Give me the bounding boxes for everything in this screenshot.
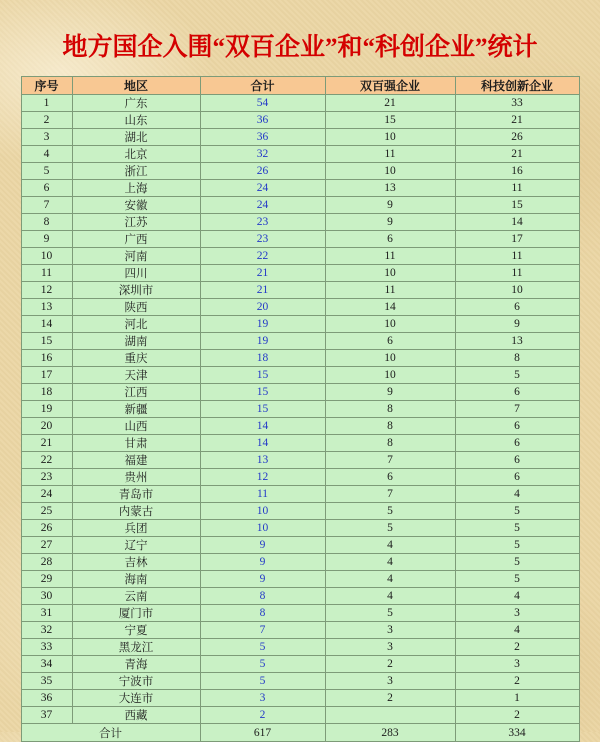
cell-region: 山东 xyxy=(72,112,200,129)
cell-region: 西藏 xyxy=(72,707,200,724)
cell-shuangbai: 9 xyxy=(325,214,455,231)
cell-kechuang: 21 xyxy=(455,146,579,163)
cell-kechuang: 17 xyxy=(455,231,579,248)
table-row xyxy=(21,537,579,554)
cell-shuangbai: 5 xyxy=(325,503,455,520)
cell-total: 36 xyxy=(200,129,325,146)
cell-shuangbai: 4 xyxy=(325,571,455,588)
cell-region: 湖北 xyxy=(72,129,200,146)
cell-region: 四川 xyxy=(72,265,200,282)
cell-region: 海南 xyxy=(72,571,200,588)
cell-shuangbai: 21 xyxy=(325,95,455,112)
column-header: 科技创新企业 xyxy=(455,77,579,95)
cell-kechuang: 5 xyxy=(455,520,579,537)
cell-total: 9 xyxy=(200,554,325,571)
cell-kechuang: 2 xyxy=(455,673,579,690)
cell-kechuang: 11 xyxy=(455,180,579,197)
cell-shuangbai: 15 xyxy=(325,112,455,129)
cell-total: 23 xyxy=(200,214,325,231)
cell-shuangbai: 10 xyxy=(325,316,455,333)
table-row xyxy=(21,503,579,520)
cell-kechuang: 3 xyxy=(455,656,579,673)
cell-total: 24 xyxy=(200,180,325,197)
cell-index: 19 xyxy=(21,401,72,418)
table-row xyxy=(21,656,579,673)
cell-shuangbai: 5 xyxy=(325,520,455,537)
table-row xyxy=(21,435,579,452)
table-row xyxy=(21,673,579,690)
table-row xyxy=(21,367,579,384)
cell-index: 18 xyxy=(21,384,72,401)
table-row xyxy=(21,248,579,265)
cell-kechuang: 14 xyxy=(455,214,579,231)
cell-shuangbai xyxy=(325,707,455,724)
cell-index: 16 xyxy=(21,350,72,367)
cell-shuangbai: 6 xyxy=(325,469,455,486)
table-row xyxy=(21,690,579,707)
table-row xyxy=(21,418,579,435)
cell-shuangbai: 10 xyxy=(325,367,455,384)
cell-total: 14 xyxy=(200,418,325,435)
cell-region: 山西 xyxy=(72,418,200,435)
cell-kechuang: 3 xyxy=(455,605,579,622)
cell-total: 19 xyxy=(200,333,325,350)
cell-kechuang: 5 xyxy=(455,367,579,384)
cell-shuangbai: 4 xyxy=(325,554,455,571)
cell-total: 21 xyxy=(200,265,325,282)
cell-total: 9 xyxy=(200,571,325,588)
cell-index: 33 xyxy=(21,639,72,656)
total-sum: 617 xyxy=(200,724,325,742)
table-total-row xyxy=(21,724,579,742)
cell-kechuang: 6 xyxy=(455,435,579,452)
cell-region: 云南 xyxy=(72,588,200,605)
table-row xyxy=(21,129,579,146)
table-row xyxy=(21,316,579,333)
cell-region: 青岛市 xyxy=(72,486,200,503)
table-row xyxy=(21,231,579,248)
table-row xyxy=(21,265,579,282)
cell-region: 北京 xyxy=(72,146,200,163)
cell-region: 广西 xyxy=(72,231,200,248)
cell-index: 1 xyxy=(21,95,72,112)
cell-kechuang: 11 xyxy=(455,265,579,282)
cell-region: 新疆 xyxy=(72,401,200,418)
cell-kechuang: 16 xyxy=(455,163,579,180)
table-row xyxy=(21,333,579,350)
cell-index: 10 xyxy=(21,248,72,265)
cell-total: 5 xyxy=(200,673,325,690)
cell-total: 36 xyxy=(200,112,325,129)
cell-kechuang: 15 xyxy=(455,197,579,214)
table-body xyxy=(21,95,579,724)
table-header-row xyxy=(21,77,579,95)
cell-shuangbai: 8 xyxy=(325,418,455,435)
table-row xyxy=(21,707,579,724)
cell-shuangbai: 2 xyxy=(325,656,455,673)
cell-region: 内蒙古 xyxy=(72,503,200,520)
cell-kechuang: 9 xyxy=(455,316,579,333)
cell-kechuang: 5 xyxy=(455,571,579,588)
cell-index: 6 xyxy=(21,180,72,197)
cell-index: 13 xyxy=(21,299,72,316)
cell-index: 28 xyxy=(21,554,72,571)
cell-total: 5 xyxy=(200,639,325,656)
cell-kechuang: 21 xyxy=(455,112,579,129)
cell-region: 宁波市 xyxy=(72,673,200,690)
cell-kechuang: 6 xyxy=(455,418,579,435)
cell-kechuang: 7 xyxy=(455,401,579,418)
cell-total: 24 xyxy=(200,197,325,214)
table-row xyxy=(21,214,579,231)
cell-total: 26 xyxy=(200,163,325,180)
table-row xyxy=(21,588,579,605)
cell-kechuang: 5 xyxy=(455,503,579,520)
cell-kechuang: 6 xyxy=(455,469,579,486)
column-header: 序号 xyxy=(21,77,72,95)
cell-region: 辽宁 xyxy=(72,537,200,554)
cell-index: 17 xyxy=(21,367,72,384)
table-row xyxy=(21,469,579,486)
table-row xyxy=(21,571,579,588)
table-row xyxy=(21,384,579,401)
cell-region: 上海 xyxy=(72,180,200,197)
cell-shuangbai: 3 xyxy=(325,673,455,690)
cell-region: 厦门市 xyxy=(72,605,200,622)
cell-kechuang: 6 xyxy=(455,452,579,469)
table-row xyxy=(21,554,579,571)
cell-kechuang: 4 xyxy=(455,588,579,605)
cell-shuangbai: 8 xyxy=(325,435,455,452)
table-row xyxy=(21,95,579,112)
cell-index: 22 xyxy=(21,452,72,469)
cell-total: 23 xyxy=(200,231,325,248)
cell-index: 29 xyxy=(21,571,72,588)
cell-total: 2 xyxy=(200,707,325,724)
cell-kechuang: 10 xyxy=(455,282,579,299)
cell-region: 宁夏 xyxy=(72,622,200,639)
cell-index: 2 xyxy=(21,112,72,129)
cell-region: 大连市 xyxy=(72,690,200,707)
cell-shuangbai: 11 xyxy=(325,248,455,265)
cell-shuangbai: 11 xyxy=(325,282,455,299)
cell-index: 27 xyxy=(21,537,72,554)
cell-shuangbai: 4 xyxy=(325,588,455,605)
cell-index: 4 xyxy=(21,146,72,163)
cell-index: 23 xyxy=(21,469,72,486)
table-row xyxy=(21,299,579,316)
table-row xyxy=(21,605,579,622)
cell-total: 3 xyxy=(200,690,325,707)
cell-index: 8 xyxy=(21,214,72,231)
table-footer xyxy=(21,724,579,742)
cell-shuangbai: 11 xyxy=(325,146,455,163)
cell-region: 江西 xyxy=(72,384,200,401)
page-title: 地方国企入围“双百企业”和“科创企业”统计 xyxy=(62,34,538,61)
cell-shuangbai: 2 xyxy=(325,690,455,707)
cell-total: 10 xyxy=(200,503,325,520)
table-row xyxy=(21,350,579,367)
table-row xyxy=(21,639,579,656)
cell-shuangbai: 6 xyxy=(325,333,455,350)
cell-total: 18 xyxy=(200,350,325,367)
table-row xyxy=(21,452,579,469)
cell-total: 8 xyxy=(200,588,325,605)
cell-total: 32 xyxy=(200,146,325,163)
cell-index: 5 xyxy=(21,163,72,180)
table-row xyxy=(21,520,579,537)
cell-index: 37 xyxy=(21,707,72,724)
cell-shuangbai: 8 xyxy=(325,401,455,418)
cell-region: 江苏 xyxy=(72,214,200,231)
cell-total: 54 xyxy=(200,95,325,112)
cell-region: 吉林 xyxy=(72,554,200,571)
cell-kechuang: 1 xyxy=(455,690,579,707)
cell-region: 湖南 xyxy=(72,333,200,350)
cell-kechuang: 6 xyxy=(455,299,579,316)
cell-shuangbai: 7 xyxy=(325,486,455,503)
cell-kechuang: 5 xyxy=(455,537,579,554)
cell-index: 36 xyxy=(21,690,72,707)
cell-shuangbai: 6 xyxy=(325,231,455,248)
column-header: 合计 xyxy=(200,77,325,95)
cell-shuangbai: 10 xyxy=(325,265,455,282)
cell-total: 15 xyxy=(200,384,325,401)
cell-kechuang: 8 xyxy=(455,350,579,367)
cell-kechuang: 6 xyxy=(455,384,579,401)
cell-kechuang: 11 xyxy=(455,248,579,265)
cell-total: 12 xyxy=(200,469,325,486)
cell-total: 15 xyxy=(200,367,325,384)
cell-shuangbai: 9 xyxy=(325,197,455,214)
cell-total: 5 xyxy=(200,656,325,673)
cell-index: 25 xyxy=(21,503,72,520)
cell-region: 重庆 xyxy=(72,350,200,367)
cell-shuangbai: 3 xyxy=(325,639,455,656)
cell-total: 22 xyxy=(200,248,325,265)
cell-total: 15 xyxy=(200,401,325,418)
cell-region: 福建 xyxy=(72,452,200,469)
table-row xyxy=(21,401,579,418)
cell-kechuang: 13 xyxy=(455,333,579,350)
cell-region: 陕西 xyxy=(72,299,200,316)
cell-kechuang: 4 xyxy=(455,622,579,639)
cell-total: 11 xyxy=(200,486,325,503)
table-row xyxy=(21,112,579,129)
cell-total: 20 xyxy=(200,299,325,316)
total-shuangbai-sum: 283 xyxy=(325,724,455,742)
cell-index: 35 xyxy=(21,673,72,690)
total-row-label: 合计 xyxy=(21,724,200,742)
cell-index: 12 xyxy=(21,282,72,299)
column-header: 双百强企业 xyxy=(325,77,455,95)
cell-kechuang: 26 xyxy=(455,129,579,146)
cell-total: 19 xyxy=(200,316,325,333)
cell-kechuang: 2 xyxy=(455,707,579,724)
cell-shuangbai: 5 xyxy=(325,605,455,622)
cell-shuangbai: 13 xyxy=(325,180,455,197)
cell-index: 20 xyxy=(21,418,72,435)
cell-total: 10 xyxy=(200,520,325,537)
cell-shuangbai: 4 xyxy=(325,537,455,554)
cell-index: 30 xyxy=(21,588,72,605)
cell-total: 8 xyxy=(200,605,325,622)
table-row xyxy=(21,486,579,503)
cell-index: 21 xyxy=(21,435,72,452)
cell-region: 兵团 xyxy=(72,520,200,537)
cell-shuangbai: 9 xyxy=(325,384,455,401)
cell-region: 甘肃 xyxy=(72,435,200,452)
cell-index: 3 xyxy=(21,129,72,146)
cell-shuangbai: 10 xyxy=(325,129,455,146)
column-header: 地区 xyxy=(72,77,200,95)
cell-index: 32 xyxy=(21,622,72,639)
cell-index: 24 xyxy=(21,486,72,503)
table-row xyxy=(21,197,579,214)
cell-shuangbai: 10 xyxy=(325,163,455,180)
cell-shuangbai: 10 xyxy=(325,350,455,367)
table-row xyxy=(21,282,579,299)
table-row xyxy=(21,622,579,639)
cell-index: 14 xyxy=(21,316,72,333)
cell-kechuang: 5 xyxy=(455,554,579,571)
cell-total: 9 xyxy=(200,537,325,554)
cell-region: 青海 xyxy=(72,656,200,673)
cell-total: 14 xyxy=(200,435,325,452)
table-row xyxy=(21,163,579,180)
cell-index: 7 xyxy=(21,197,72,214)
cell-index: 11 xyxy=(21,265,72,282)
cell-total: 21 xyxy=(200,282,325,299)
cell-region: 河南 xyxy=(72,248,200,265)
cell-region: 天津 xyxy=(72,367,200,384)
cell-region: 广东 xyxy=(72,95,200,112)
cell-region: 浙江 xyxy=(72,163,200,180)
cell-kechuang: 4 xyxy=(455,486,579,503)
cell-index: 26 xyxy=(21,520,72,537)
cell-index: 9 xyxy=(21,231,72,248)
cell-index: 34 xyxy=(21,656,72,673)
cell-total: 13 xyxy=(200,452,325,469)
cell-index: 15 xyxy=(21,333,72,350)
cell-kechuang: 2 xyxy=(455,639,579,656)
cell-region: 深圳市 xyxy=(72,282,200,299)
cell-shuangbai: 14 xyxy=(325,299,455,316)
table-row xyxy=(21,146,579,163)
cell-shuangbai: 3 xyxy=(325,622,455,639)
cell-region: 河北 xyxy=(72,316,200,333)
total-kechuang-sum: 334 xyxy=(455,724,579,742)
cell-index: 31 xyxy=(21,605,72,622)
cell-kechuang: 33 xyxy=(455,95,579,112)
cell-region: 黑龙江 xyxy=(72,639,200,656)
cell-total: 7 xyxy=(200,622,325,639)
cell-region: 安徽 xyxy=(72,197,200,214)
table-row xyxy=(21,180,579,197)
cell-shuangbai: 7 xyxy=(325,452,455,469)
cell-region: 贵州 xyxy=(72,469,200,486)
statistics-table xyxy=(21,76,580,742)
